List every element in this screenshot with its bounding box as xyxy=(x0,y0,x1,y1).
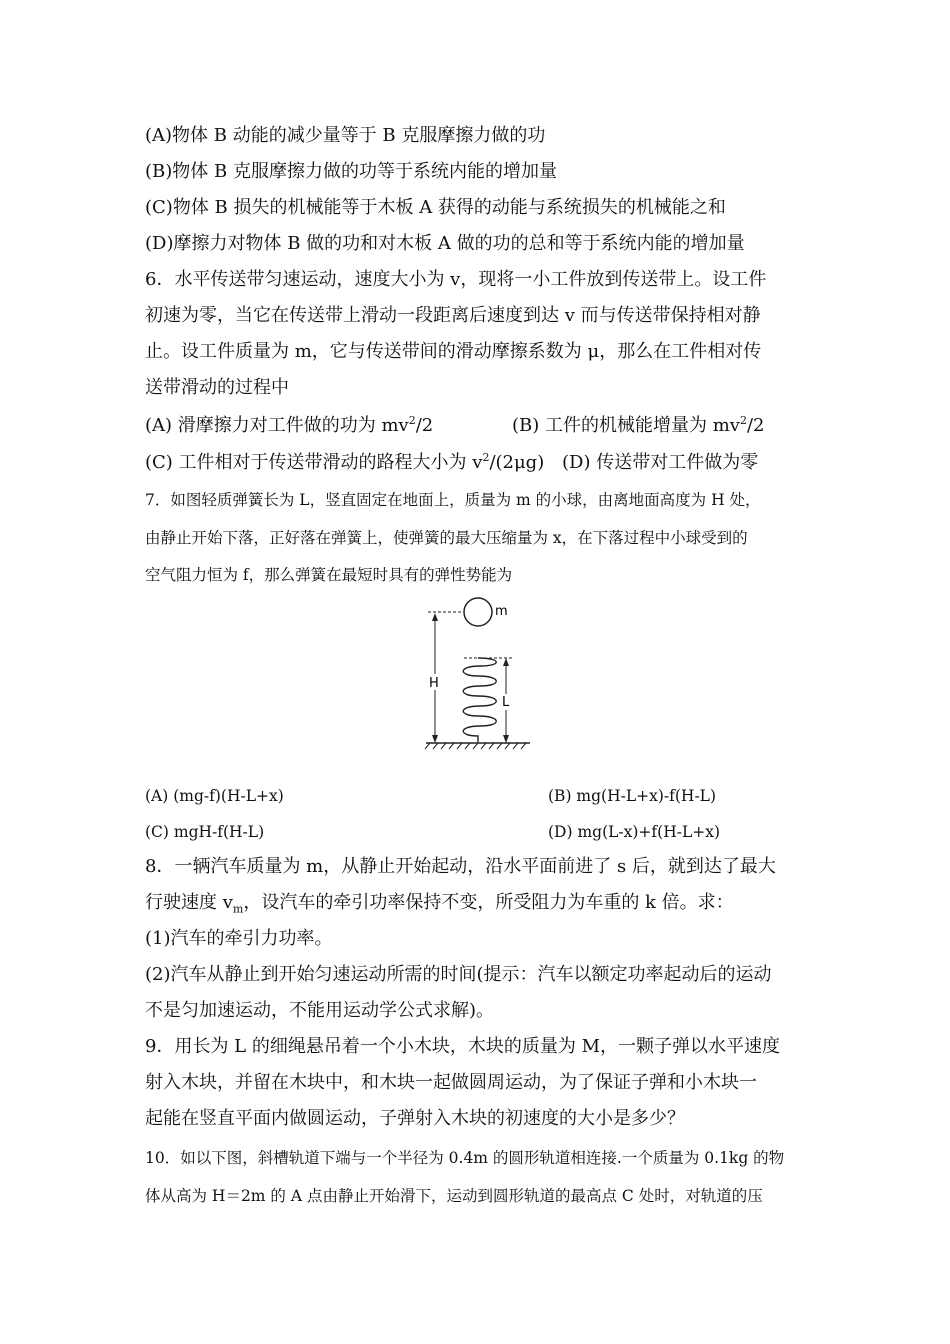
q9-line-2: 射入木块，并留在木块中，和木块一起做圆周运动，为了保证子弹和小木块一 xyxy=(145,1072,757,1093)
q6-option-d: (D) 传送带对工件做为零 xyxy=(562,452,759,473)
q8-velocity-subscript: m xyxy=(232,902,244,916)
q6-option-c-exponent: 2 xyxy=(482,451,490,464)
q7-line-3: 空气阻力恒为 f，那么弹簧在最短时具有的弹性势能为 xyxy=(145,566,513,584)
q9-line-1: 9．用长为 L 的细绳悬吊着一个小木块，木块的质量为 M，一颗子弹以水平速度 xyxy=(145,1036,780,1057)
q10-line-2: 体从高为 H＝2m 的 A 点由静止开始滑下，运动到圆形轨道的最高点 C 处时，对轨道的压 xyxy=(145,1187,763,1205)
q8-part-2-line-1: (2)汽车从静止到开始匀速运动所需的时间(提示：汽车以额定功率起动后的运动 xyxy=(145,964,772,985)
ball xyxy=(464,598,492,626)
q6-option-b-tail: /2 xyxy=(746,415,765,436)
q7-option-d: (D) mg(L-x)+f(H-L+x) xyxy=(548,823,721,841)
q8-line-2-tail: ，设汽车的牵引功率保持不变，所受阻力为车重的 k 倍。求： xyxy=(243,892,734,913)
q6-option-c xyxy=(145,451,544,475)
q6-line-4: 送带滑动的过程中 xyxy=(145,377,289,398)
q10-line-1: 10．如以下图，斜槽轨道下端与一个半径为 0.4m 的圆形轨道相连接.一个质量为 0.1kg 的物 xyxy=(145,1149,785,1167)
height-label: H xyxy=(429,676,439,691)
q6-option-a-text: (A) 滑摩擦力对工件做的功为 mv xyxy=(145,415,409,436)
height-arrow-top-head xyxy=(432,613,438,621)
q8-line-2-text: 行驶速度 v xyxy=(145,892,233,913)
length-arrow-top-head xyxy=(503,658,509,666)
q7-option-a: (A) (mg-f)(H-L+x) xyxy=(145,787,284,805)
q6-option-c-tail: /(2μg) xyxy=(489,452,545,473)
q6-option-b-exponent: 2 xyxy=(739,414,747,427)
q5-option-a: (A)物体 B 动能的减少量等于 B 克服摩擦力做的功 xyxy=(145,125,546,146)
q5-option-b: (B)物体 B 克服摩擦力做的功等于系统内能的增加量 xyxy=(145,161,557,182)
q7-line-2: 由静止开始下落，正好落在弹簧上，使弹簧的最大压缩量为 x，在下落过程中小球受到的 xyxy=(145,529,748,547)
q5-option-d: (D)摩擦力对物体 B 做的功和对木板 A 做的功的总和等于系统内能的增加量 xyxy=(145,233,745,254)
q6-line-2: 初速为零，当它在传送带上滑动一段距离后速度到达 v 而与传送带保持相对静 xyxy=(145,305,761,326)
length-label: L xyxy=(502,695,510,710)
q7-option-c: (C) mgH-f(H-L) xyxy=(145,823,265,841)
q5-option-c: (C)物体 B 损失的机械能等于木板 A 获得的动能与系统损失的机械能之和 xyxy=(145,197,726,218)
q8-line-2 xyxy=(145,891,734,915)
q6-option-b-text: (B) 工件的机械能增量为 mv xyxy=(512,415,740,436)
q7-line-1: 7．如图轻质弹簧长为 L，竖直固定在地面上，质量为 m 的小球，由离地面高度为 H 处， xyxy=(145,491,761,509)
ground-hatching xyxy=(425,743,526,749)
q8-line-1: 8．一辆汽车质量为 m，从静止开始起动，沿水平面前进了 s 后，就到达了最大 xyxy=(145,856,776,877)
q6-option-a-tail: /2 xyxy=(415,415,434,436)
mass-label: m xyxy=(495,604,508,619)
q6-line-3: 止。设工件质量为 m，它与传送带间的滑动摩擦系数为 μ，那么在工件相对传 xyxy=(145,341,762,362)
q6-option-a-exponent: 2 xyxy=(408,414,416,427)
height-arrow-bottom-head xyxy=(432,735,438,743)
q8-part-1: (1)汽车的牵引力功率。 xyxy=(145,928,333,949)
spring xyxy=(463,658,496,742)
q6-option-c-text: (C) 工件相对于传送带滑动的路程大小为 v xyxy=(145,452,483,473)
q9-line-3: 起能在竖直平面内做圆运动，子弹射入木块的初速度的大小是多少？ xyxy=(145,1108,685,1129)
spring-ball-figure xyxy=(418,592,530,752)
q7-option-b: (B) mg(H-L+x)-f(H-L) xyxy=(548,787,717,805)
q8-part-2-line-2: 不是匀加速运动，不能用运动学公式求解)。 xyxy=(145,1000,495,1021)
q6-line-1: 6．水平传送带匀速运动，速度大小为 v，现将一小工件放到传送带上。设工件 xyxy=(145,269,767,290)
q6-option-a xyxy=(145,414,433,438)
q6-option-b xyxy=(512,414,764,438)
length-arrow-bottom-head xyxy=(503,735,509,743)
